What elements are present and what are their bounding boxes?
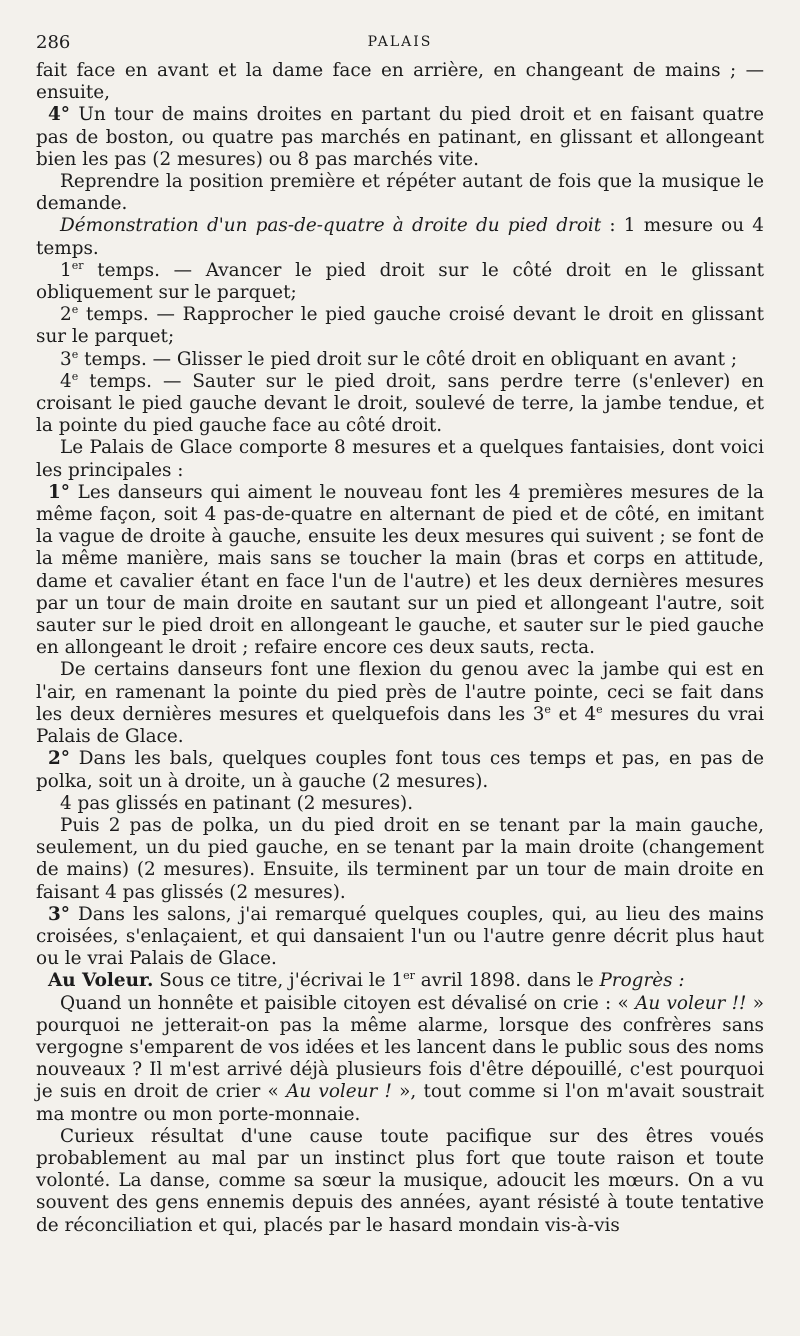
list-number: 4°: [48, 104, 70, 126]
paragraph-text: Reprendre la position première et répéter autant de fois que la musique le demande.: [36, 171, 764, 215]
section-heading-paragraph: [36, 970, 764, 992]
paragraph: [36, 993, 764, 1126]
paragraph-text: Dans les salons, j'ai remarqué quelques couples, qui, au lieu des mains croisées, s'enlaçaient, et qui dansaient l'un ou l'autre genre décrit plus haut ou le vrai Palais de Glace.: [36, 903, 764, 970]
list-number: 1°: [48, 481, 70, 503]
step-4: [36, 371, 764, 438]
step-ordinal: 1: [60, 259, 72, 281]
page-header: [36, 30, 764, 60]
paragraph-text: Les danseurs qui aiment le nouveau font les 4 premières mesures de la même façon, soit 4 pas-de-quatre en alternant de pied et de côté, en imitant la vague de droite à gauche, ensuite les deux mesures qui suivent ; se font de la même manière, mais sans se toucher la main (bras et corps en attitude, dame et cavalier étant en face l'un de l'autre) et les deux dernières mesures par un tour de main droite en sautant sur un pied et allongeant l'autre, soit sauter sur le pied droit en allongeant le gauche, et sauter sur le pied gauche en allongeant le droit ; refaire encore ces deux sauts, recta.: [36, 481, 764, 659]
step-3: [36, 349, 764, 371]
superscript: e: [71, 303, 79, 317]
list-item-3: [36, 904, 764, 971]
page-number: 286: [36, 32, 71, 53]
paragraph-text: avril 1898. dans le: [414, 970, 600, 992]
paragraph-text: Sous ce titre, j'écrivai le 1: [153, 970, 404, 992]
step-ordinal: 3: [60, 348, 72, 370]
list-number: 3°: [48, 903, 70, 925]
step-1: [36, 260, 764, 304]
paragraph-text: temps. — Avancer le pied droit sur le côté droit en le glissant obliquement sur le parquet;: [36, 259, 764, 304]
paragraph-text: Quand un honnête et paisible citoyen est dévalisé on crie : «: [60, 992, 636, 1014]
superscript: e: [71, 369, 79, 383]
paragraph-text: fait face en avant et la dame face en arrière, en changeant de mains ; — ensuite,: [36, 60, 764, 104]
paragraph-text: : 1 mesure ou 4 temps.: [36, 215, 764, 259]
italic-heading: Démonstration d'un pas-de-quatre à droite du pied droit: [60, 215, 602, 237]
paragraph: [36, 659, 764, 748]
paragraph-text: Dans les bals, quelques couples font tous ces temps et pas, en pas de polka, soit un à droite, un à gauche (2 mesures).: [36, 748, 764, 792]
list-item-4: [36, 104, 764, 171]
paragraph: [36, 215, 764, 259]
paragraph: [36, 60, 764, 104]
paragraph: [36, 793, 764, 815]
paragraph-text: mesures du vrai Palais de Glace.: [36, 703, 764, 748]
paragraph-text: Curieux résultat d'une cause toute pacifique sur des êtres voués probablement au mal par un instinct plus fort que toute raison et toute volonté. La danse, comme sa sœur la musique, adoucit les mœurs. On a vu souvent des gens ennemis depuis des années, ayant résisté à toute tentative de réconciliation et qui, placés par le hasard mondain vis-à-vis: [36, 1125, 764, 1236]
italic-exclamation: Au voleur !!: [635, 992, 747, 1014]
superscript: e: [544, 702, 551, 716]
section-title: Au Voleur.: [48, 970, 154, 992]
list-item-1: [36, 482, 764, 660]
running-head: PALAIS: [367, 34, 433, 50]
paragraph-text: », tout comme si l'on m'avait soustrait ma montre ou mon porte-monnaie.: [36, 1081, 764, 1125]
italic-exclamation: Au voleur !: [286, 1081, 392, 1103]
paragraph-text: Le Palais de Glace comporte 8 mesures et a quelques fantaisies, dont voici les principales :: [36, 437, 764, 481]
newspaper-title: Progrès :: [599, 970, 685, 992]
list-item-2: [36, 748, 764, 792]
step-ordinal: 2: [60, 304, 72, 326]
paragraph-text: » pourquoi ne jetterait-on pas la même alarme, lorsque des confrères sans vergogne s'emparent de vos idées et les lancent dans le public sous des noms nouveaux ? Il m'est arrivé déjà plusieurs fois d'être dépouillé, c'est pourquoi je suis en droit de crier «: [36, 992, 764, 1103]
paragraph-text: temps. — Sauter sur le pied droit, sans perdre terre (s'enlever) en croisant le pied gauche devant le droit, soulevé de terre, la jambe tendue, et la pointe du pied gauche face au côté droit.: [36, 370, 764, 437]
superscript: e: [596, 702, 603, 716]
superscript: e: [71, 347, 79, 361]
paragraph-text: temps. — Glisser le pied droit sur le côté droit en obliquant en avant ;: [78, 348, 738, 370]
paragraph: [36, 171, 764, 215]
paragraph: [36, 437, 764, 481]
list-number: 2°: [48, 748, 70, 770]
body-text: [36, 60, 764, 1237]
step-2: [36, 304, 764, 348]
paragraph-text: Puis 2 pas de polka, un du pied droit en se tenant par la main gauche, seulement, un du pied gauche, en se tenant par la main droite (changement de mains) (2 mesures). Ensuite, ils terminent par un tour de main droite en faisant 4 pas glissés (2 mesures).: [36, 814, 764, 903]
paragraph-text: 4 pas glissés en patinant (2 mesures).: [60, 792, 414, 814]
paragraph-text: et 4: [550, 703, 597, 725]
paragraph: [36, 1126, 764, 1237]
paragraph-text: Un tour de mains droites en partant du pied droit et en faisant quatre pas de boston, ou quatre pas marchés en patinant, en glissant et allongeant bien les pas (2 mesures) ou 8 pas marchés vite.: [36, 104, 764, 170]
paragraph-text: De certains danseurs font une flexion du genou avec la jambe qui est en l'air, en ramenant la pointe du pied près de l'autre pointe, ceci se fait dans les deux dernières mesures et quelquefois dans les 3: [36, 659, 764, 725]
step-ordinal: 4: [60, 370, 72, 392]
paragraph-text: temps. — Rapprocher le pied gauche croisé devant le droit en glissant sur le parquet;: [36, 304, 764, 348]
superscript: er: [403, 969, 415, 983]
paragraph: [36, 815, 764, 904]
superscript: er: [71, 258, 84, 272]
